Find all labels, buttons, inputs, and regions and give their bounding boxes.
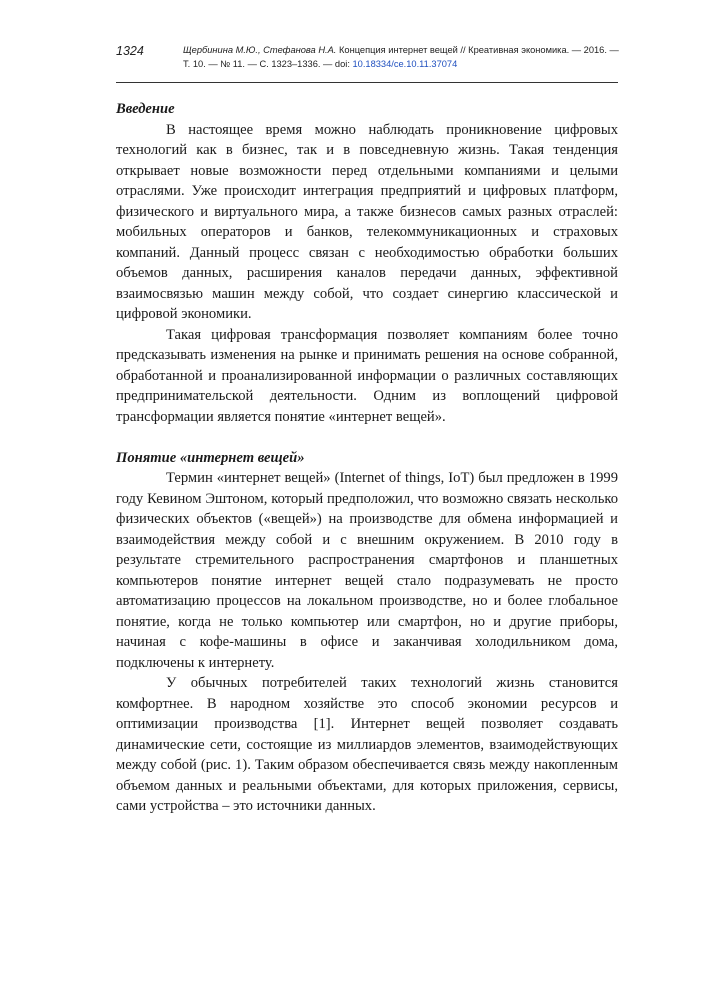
article-body: [116, 99, 618, 817]
section-heading-iot-concept: Понятие «интернет вещей»: [116, 449, 305, 466]
running-header: [116, 40, 618, 82]
paragraph: В настоящее время можно наблюдать проникновение цифровых технологий как в бизнес, так и в повседневную жизнь. Такая тенденция открывает новые возможности перед отдельными компаниями и целыми отраслями. Уже происходит интеграция предприятий и цифровых платформ, физического и виртуального мира, а также бизнесов самых разных отраслей: мобильных операторов и банков, телекоммуникационных и страховых компаний. Данный процесс связан с необходимостью обработки больших объемов данных, расширения каналов передачи данных, эффективной взаимосвязью машин между собой, что создает синергию классической и цифровой экономики.: [116, 121, 618, 322]
header-divider: [116, 82, 618, 83]
citation: [183, 43, 623, 71]
page-number: 1324: [116, 44, 144, 58]
doi-link[interactable]: 10.18334/ce.10.11.37074: [352, 59, 458, 69]
citation-text: Концепция интернет вещей // Креативная экономика. — 2016. — Т. 10. — № 11. — С. 1323–1336. — doi:: [183, 45, 619, 69]
citation-authors: Щербинина М.Ю., Стефанова Н.А.: [183, 45, 337, 55]
paragraph: Термин «интернет вещей» (Internet of things, IoT) был предложен в 1999 году Кевином Эштоном, который предположил, что возможно связать несколько физических объектов («вещей») на производстве для обмена информацией и взаимодействия между собой и с внешним окружением. В 2010 году в результате стремительного распространения смартфонов и планшетных компьютеров понятие интернет вещей стало подразумевать не просто автоматизацию процессов на локальном производстве, но и более глобальное понятие, когда не только компьютер или смартфон, но и другие приборы, начиная с кофе-машины в офисе и заканчивая холодильником дома, подключены к интернету.: [116, 470, 618, 671]
paragraph: У обычных потребителей таких технологий жизнь становится комфортнее. В народном хозяйстве это способ экономии ресурсов и оптимизации производства [1]. Интернет вещей позволяет создавать динамические сети, состоящие из миллиардов элементов, взаимодействующих между собой (рис. 1). Таким образом обеспечивается связь между накопленным объемом данных и реальными объектами, для которых приложения, сервисы, сами устройства – это источники данных.: [116, 675, 618, 814]
section-heading-introduction: Введение: [116, 101, 175, 117]
paragraph: Такая цифровая трансформация позволяет компаниям более точно предсказывать изменения на рынке и принимать решения на основе собранной, обработанной и проанализированной информации о различных составляющих предпринимательской деятельности. Одним из воплощений цифровой трансформации является понятие «интернет вещей».: [116, 326, 618, 425]
